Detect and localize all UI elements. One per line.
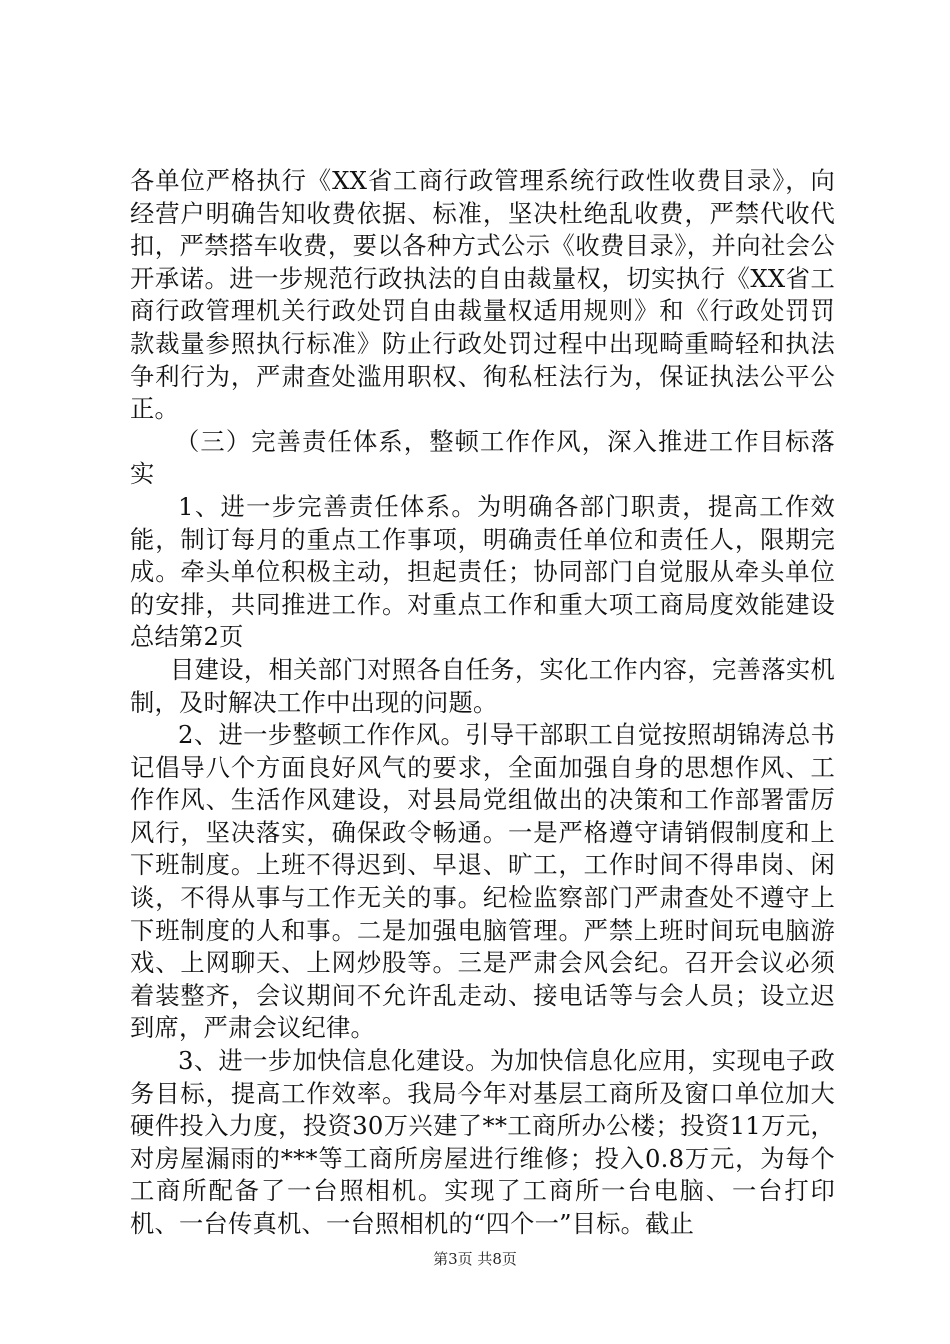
paragraph-informatization: 3、进一步加快信息化建设。为加快信息化应用，实现电子政务目标，提高工作效率。我局今年对基层工商所及窗口单位加大硬件投入力度，投资30万兴建了**工商所办公楼；投资11万元，对房屋漏雨的***等工商所房屋进行维修；投入0.8万元，为每个工商所配备了一台照相机。实现了工商所一台电脑、一台打印机、一台传真机、一台照相机的“四个一”目标。截止 (130, 1046, 835, 1238)
paragraph-work-style: 2、进一步整顿工作作风。引导干部职工自觉按照胡锦涛总书记倡导八个方面良好风气的要求，全面加强自身的思想作风、工作作风、生活作风建设，对县局党组做出的决策和工作部署雷厉风行，坚决落实，确保政令畅通。一是严格遵守请销假制度和上下班制度。上班不得迟到、早退、旷工，工作时间不得串岗、闲谈，不得从事与工作无关的事。纪检监察部门严肃查处不遵守上下班制度的人和事。二是加强电脑管理。严禁上班时间玩电脑游戏、上网聊天、上网炒股等。三是严肃会风会纪。召开会议必须着装整齐，会议期间不允许乱走动、接电话等与会人员；设立迟到席，严肃会议纪律。 (130, 720, 835, 1043)
page-footer: 第3页 共8页 (433, 1250, 517, 1268)
paragraph-responsibility-system: 1、进一步完善责任体系。为明确各部门职责，提高工作效能，制订每月的重点工作事项，明确责任单位和责任人，限期完成。牵头单位积极主动，担起责任；协同部门自觉服从牵头单位的安排，共同推进工作。对重点工作和重大项工商局度效能建设总结第2页 (130, 491, 835, 652)
paragraph-fee-catalog: 各单位严格执行《XX省工商行政管理系统行政性收费目录》，向经营户明确告知收费依据、标准，坚决杜绝乱收费，严禁代收代扣，严禁搭车收费，要以各种方式公示《收费目录》，并向社会公开承诺。进一步规范行政执法的自由裁量权，切实执行《XX省工商行政管理机关行政处罚自由裁量权适用规则》和《行政处罚罚款裁量参照执行标准》防止行政处罚过程中出现畸重畸轻和执法争利行为，严肃查处滥用职权、徇私枉法行为，保证执法公平公正。 (130, 166, 835, 424)
document-body (130, 165, 835, 1241)
section-heading-3: （三）完善责任体系，整顿工作作风，深入推进工作目标落实 (130, 426, 835, 489)
paragraph-continuation: 目建设，相关部门对照各自任务，实化工作内容，完善落实机制，及时解决工作中出现的问题。 (130, 654, 835, 717)
